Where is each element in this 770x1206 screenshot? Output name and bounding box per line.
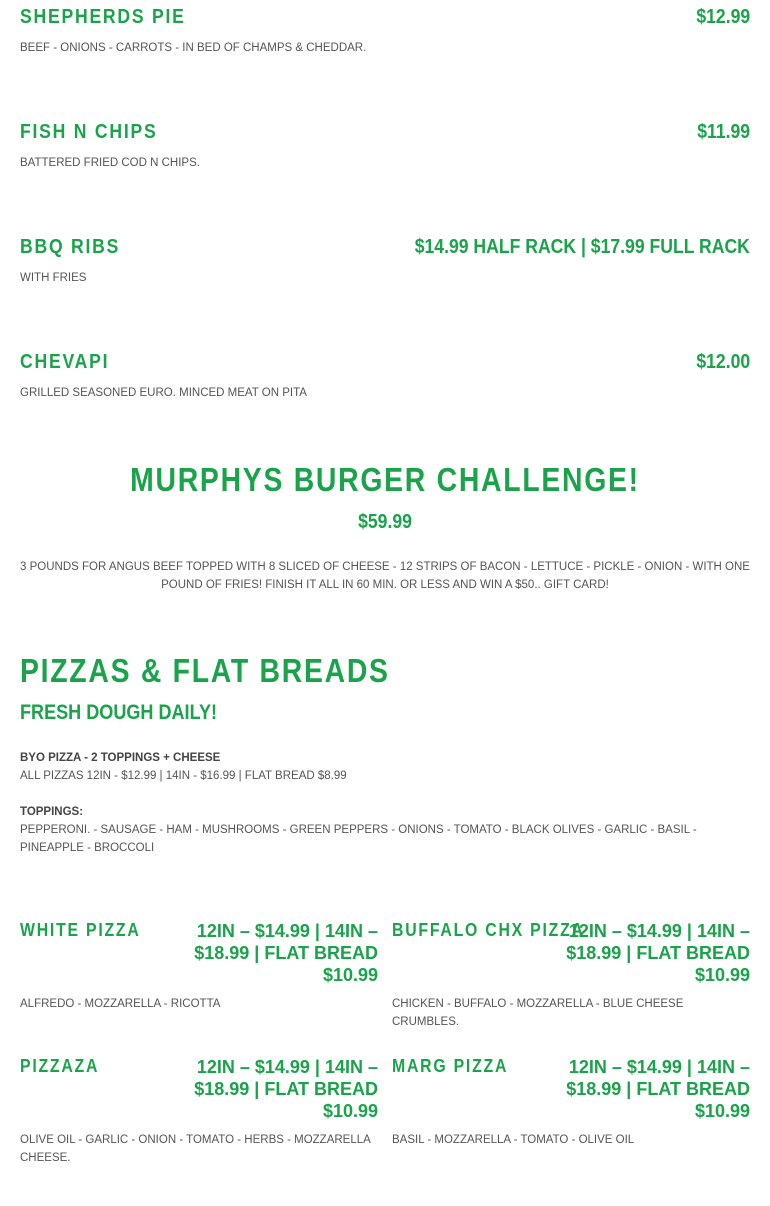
pizza-price: 12IN – $14.99 | 14IN – $18.99 | FLAT BREAD $10.99 bbox=[566, 921, 750, 985]
menu-item-title-chevapi: CHEVAPI bbox=[20, 351, 110, 373]
section-subtitle-fresh-dough: FRESH DOUGH DAILY! bbox=[20, 701, 218, 724]
menu-item-title-shepherds-pie: SHEPHERDS PIE bbox=[20, 6, 186, 28]
menu-item-title-bbq-ribs: BBQ RIBS bbox=[20, 236, 121, 258]
pizza-description: ALFREDO - MOZZARELLA - RICOTTA bbox=[20, 998, 221, 1010]
challenge-price: $59.99 bbox=[358, 511, 412, 533]
pizza-price: 12IN – $14.99 | 14IN – $18.99 | FLAT BREAD $10.99 bbox=[194, 1057, 378, 1121]
pizza-title: WHITE PIZZA bbox=[20, 920, 141, 940]
menu-item-price-shepherds-pie: $12.99 bbox=[696, 6, 750, 28]
pizza-title: MARG PIZZA bbox=[392, 1056, 509, 1076]
menu-item-desc-shepherds-pie: BEEF - ONIONS - CARROTS - IN BED OF CHAMPS & CHEDDAR. bbox=[20, 42, 367, 54]
challenge-block bbox=[0, 461, 770, 499]
menu-item-title-fish-n-chips: FISH N CHIPS bbox=[20, 121, 158, 143]
section-title-pizzas: PIZZAS & FLAT BREADS bbox=[20, 652, 390, 689]
challenge-title: MURPHYS BURGER CHALLENGE! bbox=[130, 461, 640, 498]
pizza-price: 12IN – $14.99 | 14IN – $18.99 | FLAT BREAD $10.99 bbox=[566, 1057, 750, 1121]
menu-item-price-bbq-ribs: $14.99 HALF RACK | $17.99 FULL RACK bbox=[414, 236, 750, 258]
menu-item-price-fish-n-chips: $11.99 bbox=[697, 121, 750, 143]
menu-item-desc-chevapi: GRILLED SEASONED EURO. MINCED MEAT ON PITA bbox=[20, 387, 307, 399]
pizza-description: OLIVE OIL - GARLIC - ONION - TOMATO - HERBS - MOZZARELLA CHEESE. bbox=[20, 1134, 371, 1164]
pizza-price: 12IN – $14.99 | 14IN – $18.99 | FLAT BREAD $10.99 bbox=[194, 921, 378, 985]
pizza-title: BUFFALO CHX PIZZA bbox=[392, 920, 585, 940]
byo-pizza-label: BYO PIZZA - 2 TOPPINGS + CHEESE bbox=[20, 752, 221, 764]
menu-item-desc-fish-n-chips: BATTERED FRIED COD N CHIPS. bbox=[20, 157, 200, 169]
pizza-description: BASIL - MOZZARELLA - TOMATO - OLIVE OIL bbox=[392, 1134, 635, 1146]
pizza-title: PIZZAZA bbox=[20, 1056, 100, 1076]
byo-pizza-prices: ALL PIZZAS 12IN - $12.99 | 14IN - $16.99 | FLAT BREAD $8.99 bbox=[20, 770, 347, 782]
menu-item-price-chevapi: $12.00 bbox=[696, 351, 750, 373]
toppings-list: PEPPERONI. - SAUSAGE - HAM - MUSHROOMS - GREEN PEPPERS - ONIONS - TOMATO - BLACK OLIVES - GARLIC - BASIL - PINEAPPLE - BROCCOLI bbox=[20, 824, 697, 854]
toppings-label: TOPPINGS: bbox=[20, 806, 84, 818]
pizza-description: CHICKEN - BUFFALO - MOZZARELLA - BLUE CHEESE CRUMBLES. bbox=[392, 998, 684, 1028]
challenge-description: 3 POUNDS FOR ANGUS BEEF TOPPED WITH 8 SLICED OF CHEESE - 12 STRIPS OF BACON - LETTUCE - PICKLE - ONION - WITH ONE POUND OF FRIES! FINISH IT ALL IN 60 MIN. OR LESS AND WIN A $50.. GIFT CARD! bbox=[20, 561, 750, 591]
menu-item-desc-bbq-ribs: WITH FRIES bbox=[20, 272, 87, 284]
